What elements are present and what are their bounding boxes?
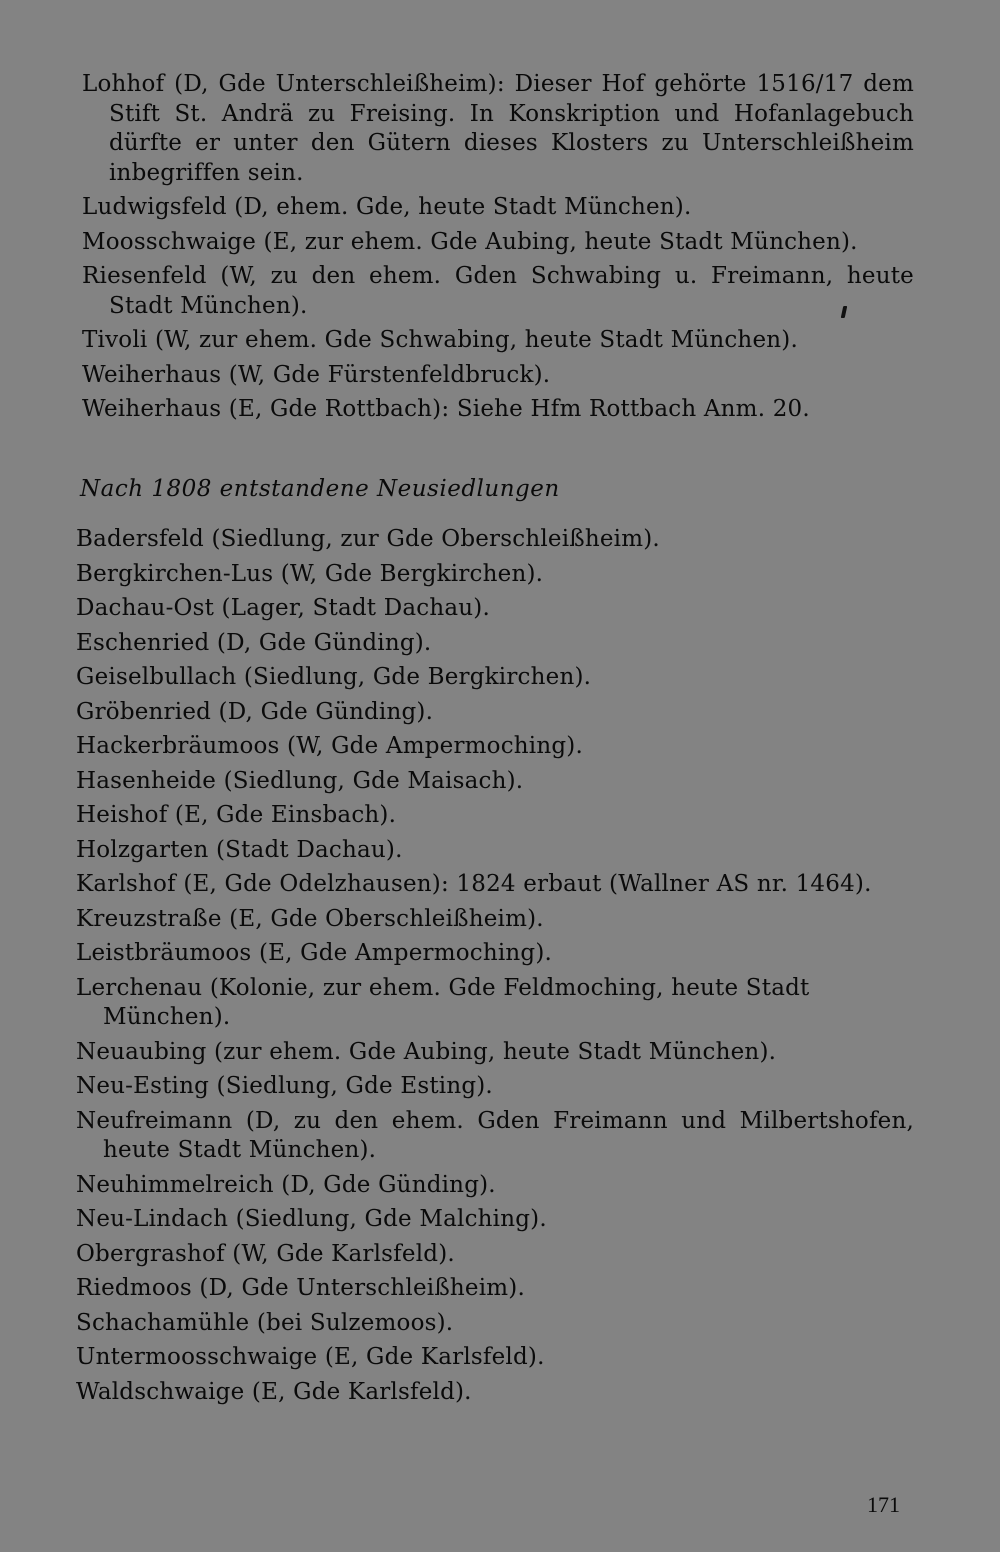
entry-neuaubing: Neuaubing (zur ehem. Gde Aubing, heute Stadt München).	[76, 1038, 777, 1065]
entry-schachamuehle: Schachamühle (bei Sulzemoos).	[76, 1309, 454, 1336]
entries-bottom	[76, 525, 914, 1412]
entry-karlshof: Karlshof (E, Gde Odelzhausen): 1824 erbaut (Wallner AS nr. 1464).	[76, 871, 872, 897]
entry-heishof: Heishof (E, Gde Einsbach).	[76, 802, 397, 828]
entry-lerchenau: Lerchenau (Kolonie, zur ehem. Gde Feldmoching, heute Stadt München).	[76, 974, 810, 1030]
page-number: 171	[867, 1492, 900, 1517]
entry-moosschwaige: Moosschwaige (E, zur ehem. Gde Aubing, heute Stadt München).	[82, 228, 858, 255]
entry-ludwigsfeld: Ludwigsfeld (D, ehem. Gde, heute Stadt München).	[82, 194, 692, 220]
entry-riedmoos: Riedmoos (D, Gde Unterschleißheim).	[76, 1275, 525, 1301]
entry-weiherhaus-w: Weiherhaus (W, Gde Fürstenfeldbruck).	[82, 361, 551, 388]
entry-groebenried: Gröbenried (D, Gde Günding).	[76, 698, 434, 725]
entry-waldschwaige: Waldschwaige (E, Gde Karlsfeld).	[76, 1378, 472, 1405]
entry-badersfeld: Badersfeld (Siedlung, zur Gde Oberschleißheim).	[76, 526, 660, 552]
entry-riesenfeld: Riesenfeld (W, zu den ehem. Gden Schwabing u. Freimann, heute Stadt München).	[82, 263, 914, 319]
entry-hasenheide: Hasenheide (Siedlung, Gde Maisach).	[76, 767, 524, 794]
entries-top	[82, 70, 914, 430]
entry-neuhimmelreich: Neuhimmelreich (D, Gde Günding).	[76, 1171, 496, 1198]
entry-leistbraeumoos: Leistbräumoos (E, Gde Ampermoching).	[76, 940, 553, 966]
entry-tivoli: Tivoli (W, zur ehem. Gde Schwabing, heute Stadt München).	[82, 327, 798, 353]
entry-geiselbullach: Geiselbullach (Siedlung, Gde Bergkirchen).	[76, 664, 592, 690]
entry-untermoosschwaige: Untermoosschwaige (E, Gde Karlsfeld).	[76, 1344, 545, 1370]
section-heading: Nach 1808 entstandene Neusiedlungen	[80, 476, 560, 502]
entry-eschenried: Eschenried (D, Gde Günding).	[76, 629, 432, 656]
entry-hackerbraeumoos: Hackerbräumoos (W, Gde Ampermoching).	[76, 733, 583, 759]
entry-neu-esting: Neu-Esting (Siedlung, Gde Esting).	[76, 1073, 493, 1099]
entry-dachau-ost: Dachau-Ost (Lager, Stadt Dachau).	[76, 595, 490, 621]
entry-neufreimann: Neufreimann (D, zu den ehem. Gden Freimann und Milbertshofen, heute Stadt München).	[76, 1107, 914, 1163]
entry-obergrashof: Obergrashof (W, Gde Karlsfeld).	[76, 1240, 455, 1267]
entry-weiherhaus-e: Weiherhaus (E, Gde Rottbach): Siehe Hfm Rottbach Anm. 20.	[82, 396, 810, 422]
entry-lohhof: Lohhof (D, Gde Unterschleißheim): Dieser Hof gehörte 1516/17 dem Stift St. Andrä zu Freising. In Konskription und Hofanlagebuch dürfte er unter den Gütern dieses Klosters zu Unterschleißheim inbegriffen sein.	[82, 71, 914, 186]
entry-bergkirchen-lus: Bergkirchen-Lus (W, Gde Bergkirchen).	[76, 560, 544, 587]
entry-kreuzstrasse: Kreuzstraße (E, Gde Oberschleißheim).	[76, 905, 544, 932]
entry-holzgarten: Holzgarten (Stadt Dachau).	[76, 836, 403, 863]
entry-neu-lindach: Neu-Lindach (Siedlung, Gde Malching).	[76, 1206, 547, 1232]
